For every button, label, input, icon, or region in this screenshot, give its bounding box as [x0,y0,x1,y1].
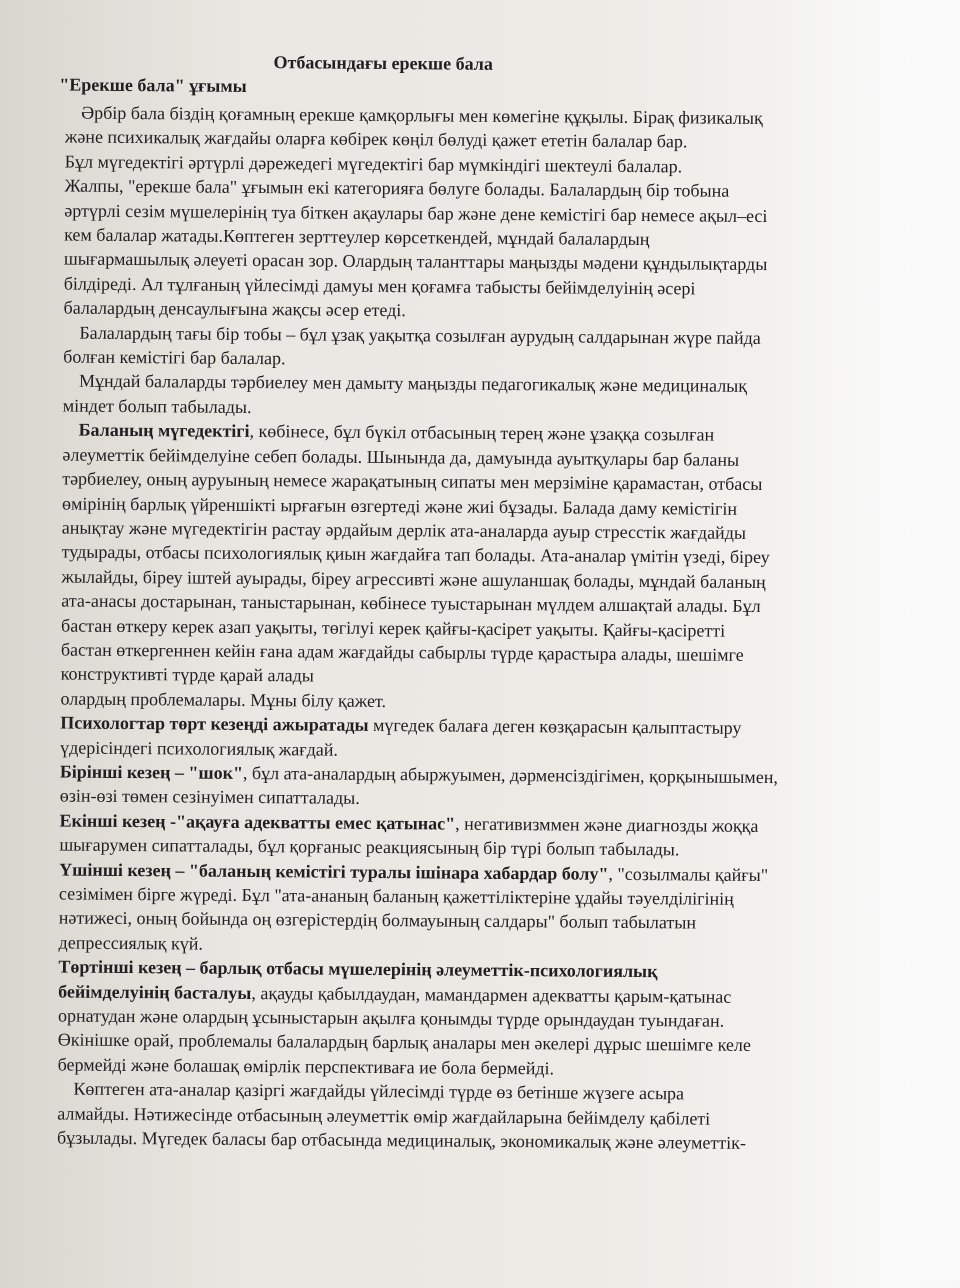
text-line: сезімімен бірге жүреді. Бұл "ата-ананың баланың қажеттіліктеріне ұдайы тәуелділігінің [58,883,734,909]
text-line: білдіреді. Ал тұлғаның үйлесімді дамуы мен қоғамға табысты бейімделуінің әсері [63,273,696,299]
text-line: Әрбір бала біздің қоғамның ерекше қамқорлығы мен көмегіне құқылы. Бірақ физикалық [81,102,763,128]
text-line: шығарумен сипатталады, бұл қорғаныс реакциясының бір түрі болып табылады. [59,834,680,860]
text-run: мүгедек балаға деген көзқарасын қалыптастыру [368,715,742,739]
text-line: анықтау және мүгедектігін растау әрдайым дерлік ата-аналарда ауыр стресстік жағдайды [61,517,747,543]
text-line: әртүрлі сезім мүшелерінің туа біткен ақаулары бар және дене кемістігі бар немесе ақыл–есі [64,200,768,226]
text-line: Өкінішке орай, проблемалы балалардың барлық аналары мен әкелері дұрыс шешімге келе [57,1029,751,1056]
bold-phrase: Психологтар төрт кезеңді ажыратады [60,712,369,736]
bold-phrase: Үшінші кезең – "баланың кемістігі туралы ішінара хабардар болу" [59,859,609,884]
text-line: және психикалық жағдайы оларға көбірек көңіл бөлуді қажет ететін балалар бар. [64,126,688,152]
text-line: болған кемістігі бар балалар. [63,346,286,369]
text-line: депрессиялық күй. [58,932,203,954]
text-line: Балалардың тағы бір тобы – бұл ұзақ уақытқа созылған аурудың салдарынан жүре пайда [79,322,761,348]
text-run: , "созылмалы қайғы" [608,863,769,885]
text-line: үдерісіндегі психологиялық жағдай. [60,737,339,760]
text-line: кем балалар жатады.Көптеген зерттеулер көрсеткендей, мұндай балалардың [64,224,650,250]
text-line: балалардың денсаулығына жақсы әсер етеді. [63,297,406,321]
text-line: бастан өткергеннен кейін ғана адам жағдайды сабырлы түрде қарастыра алады, шешімге [60,639,744,665]
bold-phrase: Екінші кезең -"ақауға адекватты емес қатынас" [59,810,456,834]
text-line: бермейді және болашақ өмірлік перспективаға ие бола бермейді. [57,1054,555,1079]
text-line: бұзылады. Мүгедек баласы бар отбасында медициналық, экономикалық және әлеуметтік- [56,1127,746,1153]
bold-phrase: Бірінші кезең – "шок" [59,761,244,783]
text-line: Жалпы, "ерекше бала" ұғымын екі категорияға бөлуге болады. Балалардың бір тобына [64,175,730,201]
bold-phrase: бейімделуінің басталуы [58,981,252,1003]
text-line: шығармашылық әлеуеті орасан зор. Олардың таланттары маңызды мәдени құндылықтарды [63,248,768,275]
text-line: Көптеген ата-аналар қазіргі жағдайды үйлесімді түрде өз бетінше жүзеге асыра [73,1078,685,1104]
text-line: орнатудан және олардың ұсыныстарын ақылға қонымды түрде орындаудан туындаған. [57,1005,725,1031]
body-text [57,101,915,1157]
text-line: нәтижесі, оның бойында оң өзгерістердің болмауының салдары" болып табылатын [58,907,697,933]
text-run: , негативизммен және диагнозды жоққа [455,813,759,836]
text-line: міндет болып табылады. [62,395,252,417]
text-line: тудырады, отбасы психологиялық қиын жағдайға тап болады. Ата-аналар үмітін үзеді, біреу [61,541,770,568]
text-line: ата-анасы достарынан, таныстарынан, көбінесе туыстарынан мүлдем алшақтай алады. Бұл [61,590,761,617]
text-run: , бұл ата-аналардың абыржуымен, дәрменсіздігімен, қорқынышымен, [242,762,778,788]
text-run: , көбінесе, бұл бүкіл отбасының терең және ұзаққа созылған [249,421,715,445]
bold-phrase: Төртінші кезең – барлық отбасы мүшелерінің әлеуметтік-психологиялық [58,956,658,982]
text-line: олардың проблемалары. Мұны білу қажет. [60,688,387,711]
text-line: өмірінің барлық үйреншікті ырғағын өзгертеді және жиі бұзады. Балада даму кемістігін [61,493,738,519]
text-line: бастан өткеру керек азап уақыты, төгілуі керек қайғы-қасірет уақыты. Қайғы-қасіретті [61,615,726,641]
text-line: алмайды. Нәтижесінде отбасының әлеуметтік өмір жағдайларына бейімделу қабілеті [57,1103,711,1129]
text-line: тәрбиелеу, оның ауруының немесе жарақатының сипаты мен мерзіміне қарамастан, отбасы [62,468,763,495]
text-line: өзін-өзі төмен сезінуімен сипатталады. [59,785,360,809]
text-line: конструктивті түрде қарай алады [60,663,315,686]
text-line: Бұл мүгедектігі әртүрлі дәрежедегі мүгедектігі бар мүмкіндігі шектеулі балалар. [64,151,683,177]
text-run: , ақауды қабылдаудан, мамандармен адекватты қарым-қатынас [251,982,732,1007]
document-title: Отбасындағы ерекше бала [273,52,493,74]
text-line: Мұндай балаларды тәрбиелеу мен дамыту маңызды педагогикалық және медициналық [78,371,748,397]
section-heading: "Ерекше бала" ұғымы [59,74,247,96]
text-line: жылайды, біреу іштей ауырады, біреу агрессивті және ашуланшақ болады, мұндай баланың [61,566,766,592]
bold-phrase: Баланың мүгедектігі [78,419,250,442]
text-line: әлеуметтік бейімделуіне себеп болады. Шынында да, дамуында ауытқулары бар баланы [62,444,740,470]
